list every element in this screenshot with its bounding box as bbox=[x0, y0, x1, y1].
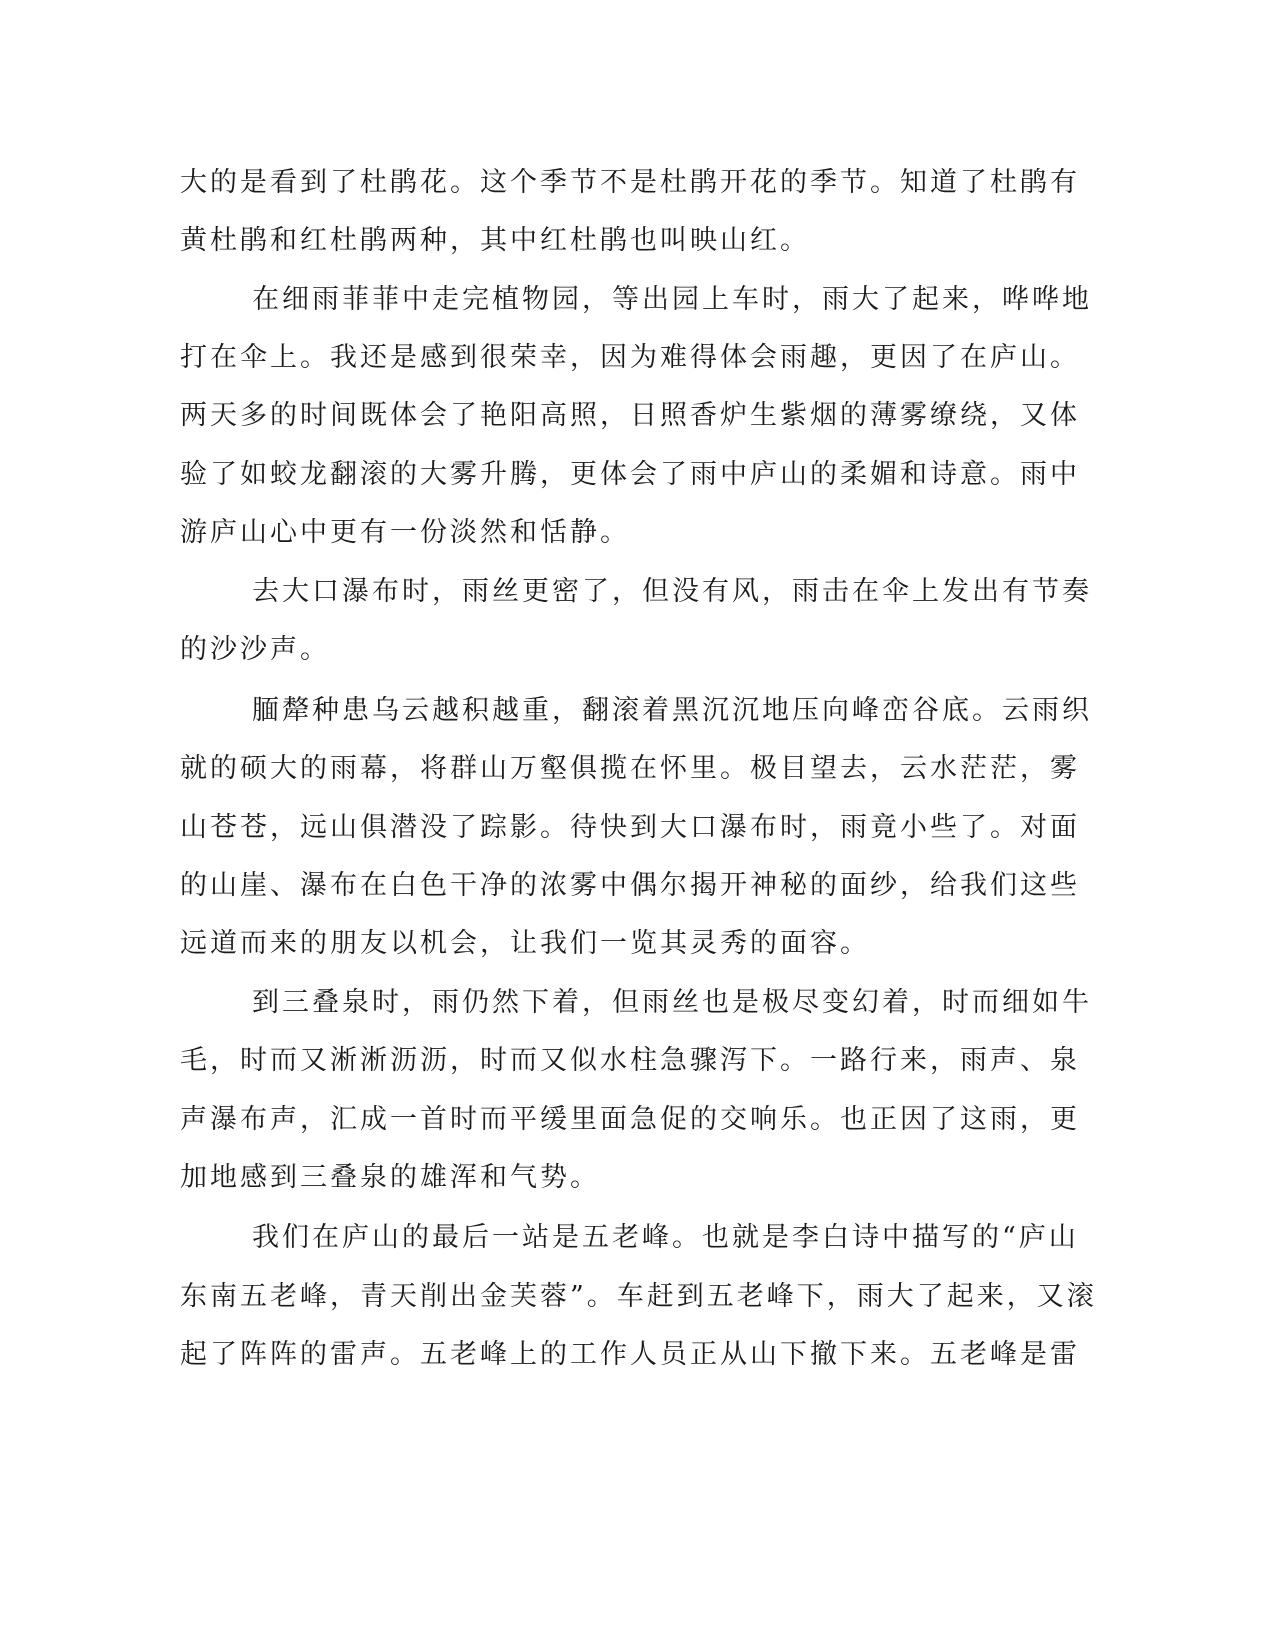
text-line: 的沙沙声。 bbox=[180, 634, 330, 665]
text-line: 游庐山心中更有一份淡然和恬静。 bbox=[180, 517, 630, 548]
text-line: 腼犛种患乌云越积越重，翻滚着黑沉沉地压向峰峦谷底。云雨织 bbox=[252, 695, 1092, 726]
text-line: 大的是看到了杜鹃花。这个季节不是杜鹃开花的季节。知道了杜鹃有 bbox=[180, 167, 1080, 198]
text-line: 到三叠泉时，雨仍然下着，但雨丝也是极尽变幻着，时而细如牛 bbox=[252, 987, 1092, 1018]
text-line: 我们在庐山的最后一站是五老峰。也就是李白诗中描写的“庐山 bbox=[252, 1222, 1079, 1253]
text-line: 的山崖、瀑布在白色干净的浓雾中偶尔揭开神秘的面纱，给我们这些 bbox=[180, 870, 1080, 901]
text-line: 声瀑布声，汇成一首时而平缓里面急促的交响乐。也正因了这雨，更 bbox=[180, 1104, 1080, 1135]
text-line: 起了阵阵的雷声。五老峰上的工作人员正从山下撤下来。五老峰是雷 bbox=[180, 1339, 1080, 1370]
text-line: 远道而来的朋友以机会，让我们一览其灵秀的面容。 bbox=[180, 928, 870, 959]
text-line: 东南五老峰，青天削出金芙蓉”。车赶到五老峰下，雨大了起来，又滚 bbox=[180, 1281, 1097, 1312]
text-line: 黄杜鹃和红杜鹃两种，其中红杜鹃也叫映山红。 bbox=[180, 225, 810, 256]
text-line: 毛，时而又淅淅沥沥，时而又似水柱急骤泻下。一路行来，雨声、泉 bbox=[180, 1045, 1080, 1076]
text-line: 山苍苍，远山俱潜没了踪影。待快到大口瀑布时，雨竟小些了。对面 bbox=[180, 812, 1080, 843]
text-line: 加地感到三叠泉的雄浑和气势。 bbox=[180, 1162, 600, 1193]
text-line: 在细雨菲菲中走完植物园，等出园上车时，雨大了起来，哗哗地 bbox=[252, 284, 1092, 315]
text-line: 去大口瀑布时，雨丝更密了，但没有风，雨击在伞上发出有节奏 bbox=[252, 576, 1092, 607]
text-line: 验了如蛟龙翻滚的大雾升腾，更体会了雨中庐山的柔媚和诗意。雨中 bbox=[180, 459, 1080, 490]
text-line: 打在伞上。我还是感到很荣幸，因为难得体会雨趣，更因了在庐山。 bbox=[180, 342, 1080, 373]
text-line: 两天多的时间既体会了艳阳高照，日照香炉生紫烟的薄雾缭绕，又体 bbox=[180, 400, 1080, 431]
text-line: 就的硕大的雨幕，将群山万壑俱揽在怀里。极目望去，云水茫茫，雾 bbox=[180, 753, 1080, 784]
